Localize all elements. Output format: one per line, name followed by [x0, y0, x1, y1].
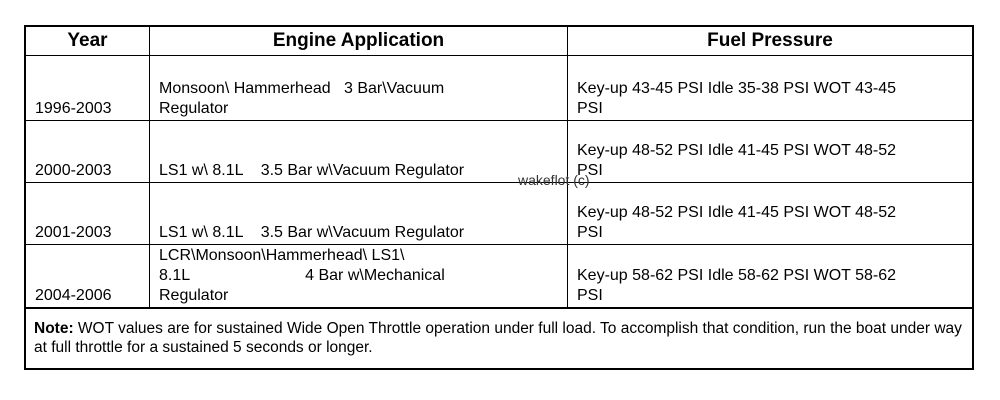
table-header-row [26, 27, 972, 56]
engine-cell: LCR\Monsoon\Hammerhead\ LS1\ 8.1L 4 Bar w\Mechanical Regulator [159, 247, 445, 304]
note-label: Note: [34, 320, 74, 337]
note-body: WOT values are for sustained Wide Open Throttle operation under full load. To accomplish that condition, run the boat under way at full throttle for a sustained 5 seconds or longer. [34, 320, 962, 356]
note-row [26, 309, 972, 368]
header-engine-application: Engine Application [150, 27, 568, 55]
note-text [34, 319, 964, 357]
table-row [26, 245, 972, 309]
fuel-pressure-table [24, 25, 974, 370]
year-cell: 2004-2006 [35, 287, 112, 304]
year-cell: 2001-2003 [35, 224, 112, 241]
fuel-pressure-cell: Key-up 48-52 PSI Idle 41-45 PSI WOT 48-52 PSI [577, 204, 896, 241]
fuel-pressure-cell: Key-up 43-45 PSI Idle 35-38 PSI WOT 43-45 PSI [577, 80, 896, 117]
fuel-pressure-cell: Key-up 58-62 PSI Idle 58-62 PSI WOT 58-62 PSI [577, 267, 896, 304]
header-year: Year [26, 27, 150, 55]
table-row [26, 183, 972, 245]
engine-cell: Monsoon\ Hammerhead 3 Bar\Vacuum Regulator [159, 80, 445, 117]
table-row [26, 56, 972, 121]
table-row [26, 121, 972, 183]
engine-cell: LS1 w\ 8.1L 3.5 Bar w\Vacuum Regulator [159, 224, 465, 241]
year-cell: 1996-2003 [35, 100, 112, 117]
engine-cell: LS1 w\ 8.1L 3.5 Bar w\Vacuum Regulator [159, 162, 465, 179]
watermark: wakeflot (c) [518, 172, 590, 188]
year-cell: 2000-2003 [35, 162, 112, 179]
header-fuel-pressure: Fuel Pressure [707, 30, 833, 51]
fuel-pressure-cell: Key-up 48-52 PSI Idle 41-45 PSI WOT 48-52 PSI [577, 142, 896, 179]
